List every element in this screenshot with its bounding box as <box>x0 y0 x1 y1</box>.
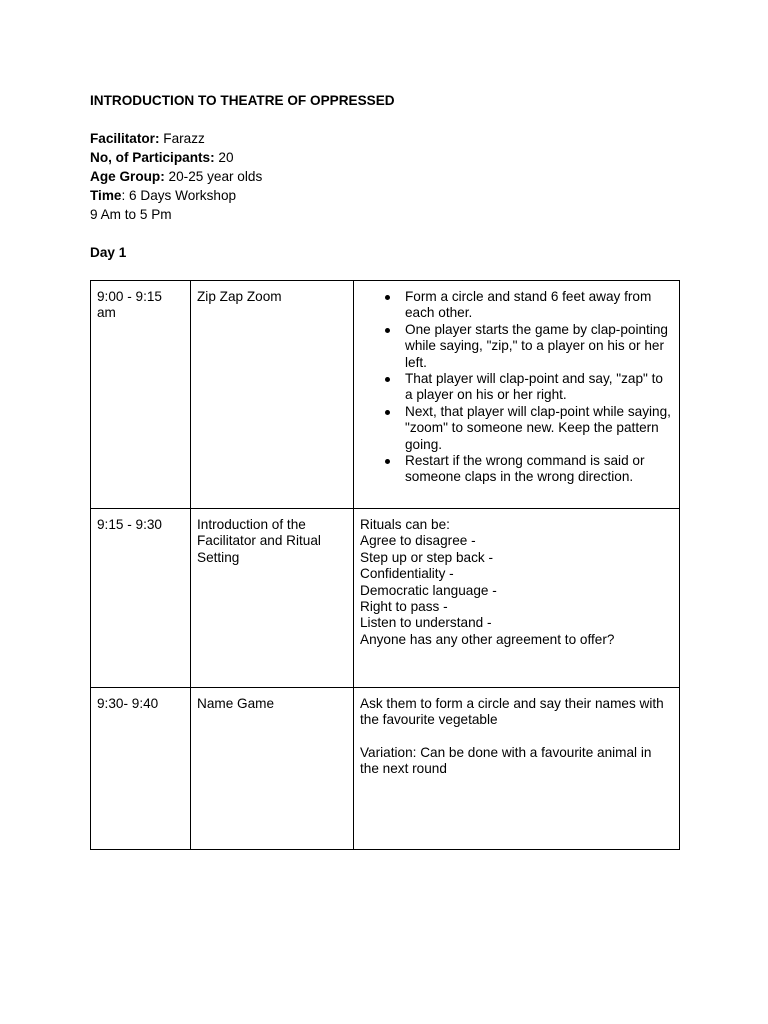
ritual-line: Listen to understand - <box>360 615 492 631</box>
time-cell: 9:00 - 9:15 am <box>91 281 191 509</box>
activity-cell: Name Game <box>191 688 354 850</box>
list-item: One player starts the game by clap-pointing while saying, "zip," to a player on his or her left. <box>405 322 673 371</box>
list-item: Next, that player will clap-point while saying, "zoom" to someone new. Keep the pattern going. <box>405 404 673 453</box>
participants-value: 20 <box>214 150 234 165</box>
instruction-list <box>360 289 673 486</box>
facilitator-value: Farazz <box>159 131 205 146</box>
table-row <box>91 281 680 509</box>
instruction-paragraph: Ask them to form a circle and say their names with the favourite vegetable <box>360 696 664 728</box>
day-heading: Day 1 <box>90 245 127 260</box>
age-group-line <box>90 167 680 186</box>
ritual-line: Democratic language - <box>360 582 497 598</box>
facilitator-line <box>90 129 680 148</box>
table-row <box>91 688 680 850</box>
list-item: Restart if the wrong command is said or someone claps in the wrong direction. <box>405 453 673 486</box>
activity-cell: Zip Zap Zoom <box>191 281 354 509</box>
participants-line <box>90 148 680 167</box>
ritual-line: Anyone has any other agreement to offer? <box>360 631 615 647</box>
workshop-details <box>90 129 680 224</box>
time-line <box>90 186 680 205</box>
age-group-value: 20-25 year olds <box>164 169 263 184</box>
time-cell: 9:30- 9:40 <box>91 688 191 850</box>
time-label: Time <box>90 188 122 203</box>
schedule-table <box>90 280 680 850</box>
ritual-line: Step up or step back - <box>360 549 493 565</box>
facilitator-label: Facilitator: <box>90 131 160 146</box>
time-value: : 6 Days Workshop <box>121 188 237 203</box>
table-row <box>91 509 680 688</box>
description-cell <box>354 509 680 688</box>
hours-line: 9 Am to 5 Pm <box>90 207 172 222</box>
list-item: That player will clap-point and say, "zap" to a player on his or her right. <box>405 371 673 404</box>
age-group-label: Age Group: <box>90 169 165 184</box>
participants-label: No, of Participants: <box>90 150 215 165</box>
variation-paragraph: Variation: Can be done with a favourite animal in the next round <box>360 744 652 777</box>
time-cell: 9:15 - 9:30 <box>91 509 191 688</box>
ritual-line: Right to pass - <box>360 599 448 615</box>
description-cell <box>354 281 680 509</box>
paragraph-gap <box>360 729 673 745</box>
ritual-line: Agree to disagree - <box>360 533 476 549</box>
ritual-line: Rituals can be: <box>360 517 450 532</box>
list-item: Form a circle and stand 6 feet away from each other. <box>405 289 673 322</box>
ritual-line: Confidentiality - <box>360 566 454 582</box>
document-page <box>90 91 680 777</box>
document-title: INTRODUCTION TO THEATRE OF OPPRESSED <box>90 93 395 108</box>
description-cell <box>354 688 680 850</box>
activity-cell: Introduction of the Facilitator and Ritual Setting <box>191 509 354 688</box>
